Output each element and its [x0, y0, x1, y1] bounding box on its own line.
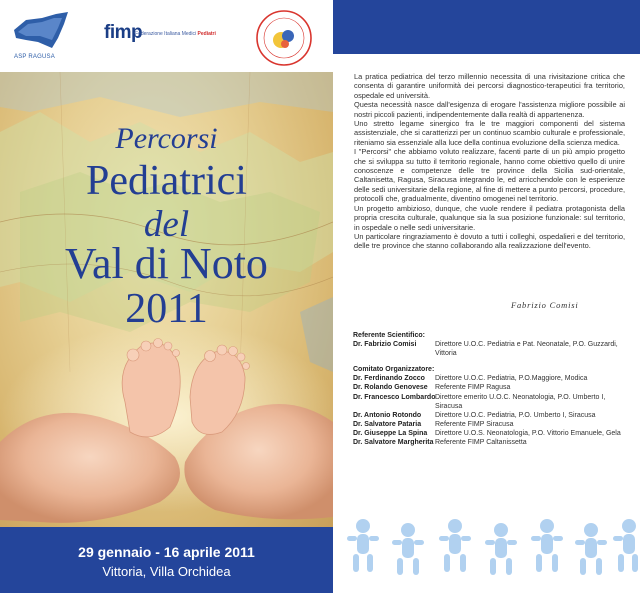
committee-row — [353, 393, 628, 411]
intro-paragraph: Un progetto ambizioso, dunque, che vuole rendere il pediatra protagonista della propria crescita culturale, qualunque sia la sua posizione funzionale: sul territorio, in ospedale o nelle sedi universitarie. — [354, 203, 625, 232]
fimp-logo: fimp — [104, 22, 143, 43]
brochure-inside — [333, 0, 640, 593]
event-venue: Vittoria, Villa Orchidea — [102, 564, 231, 579]
intro-paragraph: Un particolare ringraziamento è dovuto a tutti i colleghi, ospedalieri e del territorio, delle tre province che stanno collaborando alla realizzazione dell'evento. — [354, 231, 625, 251]
introduction-text — [354, 72, 625, 251]
committee-row — [353, 420, 628, 429]
logo-bar — [0, 0, 333, 72]
member-role: Referente FIMP Siracusa — [435, 420, 514, 428]
member-name: Dr. Antonio Rotondo — [353, 411, 422, 419]
title-line-percorsi: Percorsi — [115, 122, 218, 155]
member-name: Dr. Salvatore Margherita — [353, 439, 434, 447]
cover-footer — [0, 527, 333, 593]
intro-paragraph: Uno stretto legame sinergico fra le tre maggiori componenti del sistema assistenziale, che si caratterizzi per un continuo scambio culturale e professionale, riteniamo sia essenziale alla luce della continua evoluzione della scienza medica. — [354, 119, 625, 147]
member-name: Dr. Ferdinando Zocco — [353, 375, 425, 383]
member-name: Dr. Francesco Lombardo — [353, 393, 436, 401]
member-role: Direttore emerito U.O.C. Neonatologia, P.O. Umberto I, Siracusa — [435, 393, 606, 410]
cover-illustration — [0, 72, 333, 527]
committee-row — [353, 438, 628, 447]
member-role: Referente FIMP Caltanissetta — [435, 439, 527, 447]
top-color-band — [333, 0, 640, 54]
committee-row — [353, 374, 628, 383]
committee-row — [353, 411, 628, 420]
intro-paragraph: La pratica pediatrica del terzo millennio necessita di una rivisitazione critica che consenta di garantire uniformità dei percorsi diagnostico-terapeutici fra territorio, ospedale ed università. — [354, 72, 625, 100]
title-line-del: del — [143, 204, 190, 245]
member-role: Direttore U.O.C. Pediatria, P.O. Umberto I, Siracusa — [435, 411, 596, 419]
member-role: Direttore U.O.S. Neonatologia, P.O. Vittorio Emanuele, Gela — [435, 429, 621, 437]
fimp-subtitle-brand: Pediatri — [197, 31, 216, 37]
committee-row — [353, 340, 628, 358]
intro-paragraph: I "Percorsi" che abbiamo voluto realizzare, facenti parte di un più ampio progetto che si sviluppa su tutto il territorio regionale, hanno come obiettivo quello di unire conoscenze e competenze delle tre province della Sicilia sud-orientale, Caltanisetta, Ragusa, Siracusa integrando le, ed arricchendole con le esperienze delle sedi universitarie della regione, al fine di mettere a punto percorsi, procedure, protocolli che, gradualmente, diventino omogenei nel territorio. — [354, 147, 625, 204]
intro-paragraph: Questa necessità nasce dall'esigenza di erogare l'assistenza migliore possibile ai nostri piccoli pazienti, indipendentemente dalla realtà di appartenenza. — [354, 100, 625, 119]
committee-row — [353, 383, 628, 392]
committee-row — [353, 429, 628, 438]
fimp-subtitle-prefix: Federazione Italiana Medici — [135, 31, 197, 37]
children-silhouettes-decoration — [333, 508, 640, 586]
member-name: Dr. Giuseppe La Spina — [353, 429, 428, 437]
hospital-logo — [252, 8, 316, 68]
member-name: Dr. Fabrizio Comisi — [353, 341, 417, 349]
scientific-referent-heading: Referente Scientifico: — [353, 332, 425, 339]
member-name: Dr. Rolando Genovese — [353, 384, 428, 392]
member-role: Direttore U.O.C. Pediatria, P.O.Maggiore, Modica — [435, 375, 588, 383]
signature: Fabrizio Comisi — [511, 300, 579, 310]
sicily-map-logo — [12, 8, 70, 52]
member-role: Direttore U.O.C. Pediatria e Pat. Neonatale, P.O. Guzzardi, Vittoria — [435, 341, 618, 358]
title-line-val-di-noto: Val di Noto — [65, 239, 268, 288]
member-name: Dr. Salvatore Pataria — [353, 420, 422, 428]
title-line-pediatrici: Pediatrici — [86, 158, 247, 204]
organizing-committee-heading: Comitato Organizzatore: — [353, 366, 435, 374]
asp-logo-text: ASP RAGUSA — [14, 54, 55, 60]
event-dates: 29 gennaio - 16 aprile 2011 — [78, 544, 255, 560]
member-role: Referente FIMP Ragusa — [435, 384, 511, 392]
title-line-year: 2011 — [125, 286, 208, 332]
committee-list — [353, 331, 628, 447]
fimp-subtitle — [135, 31, 216, 37]
